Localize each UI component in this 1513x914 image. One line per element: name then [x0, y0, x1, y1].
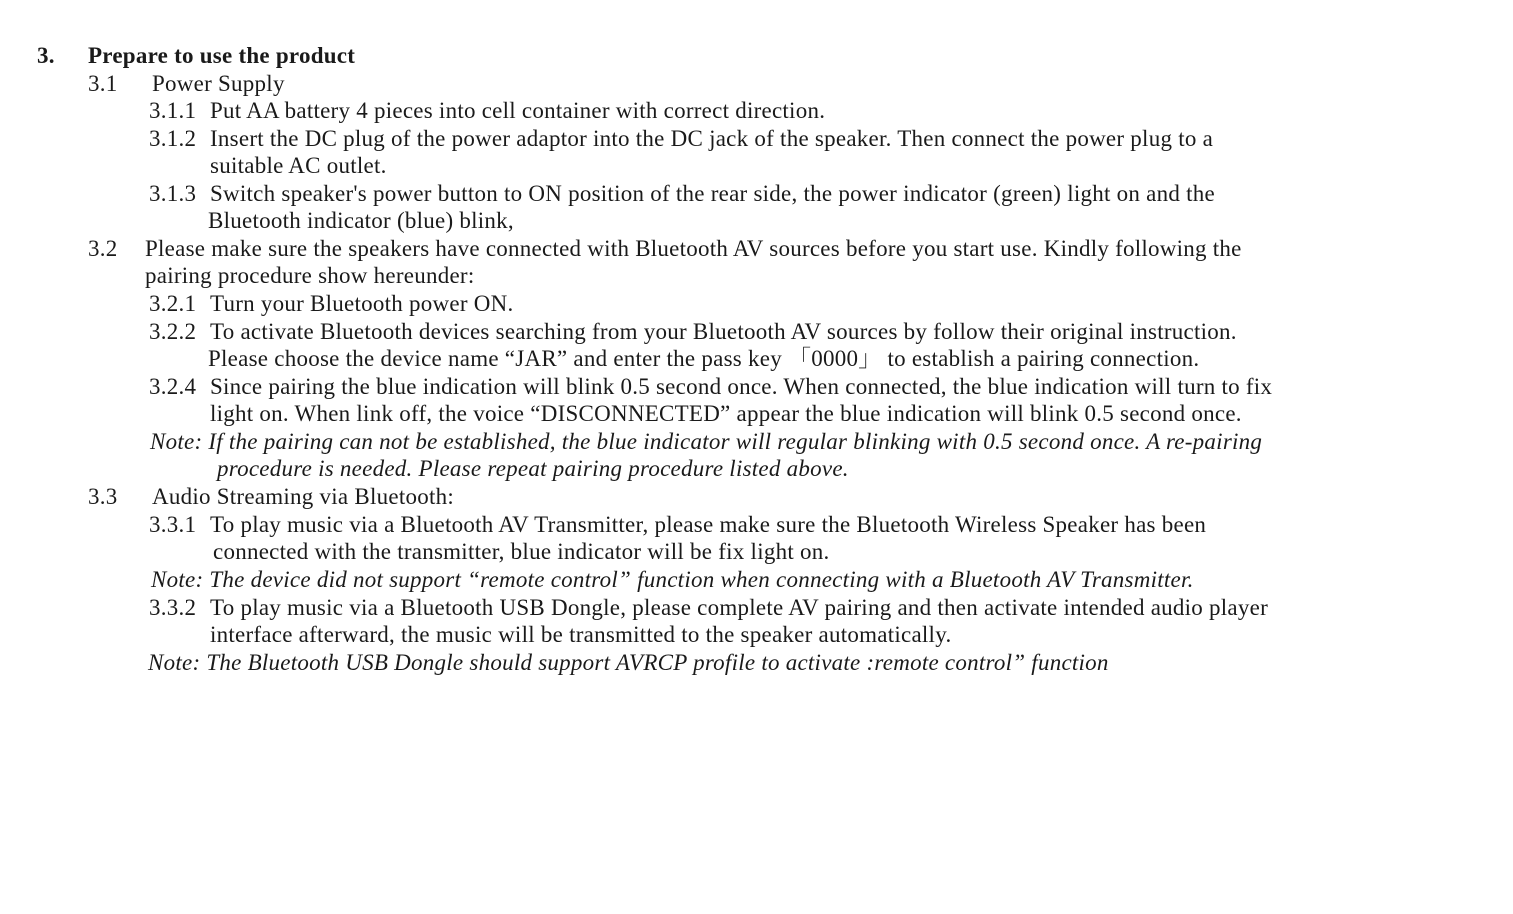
- note-usb-dongle: Note: The Bluetooth USB Dongle should support AVRCP profile to activate :remote control” function: [148, 650, 1109, 675]
- subsection-3-2-number: 3.2: [88, 236, 118, 261]
- subsection-3-2-line1: Please make sure the speakers have connected with Bluetooth AV sources before you start use. Kindly following the: [145, 236, 1242, 261]
- note-pairing-line1: Note: If the pairing can not be established, the blue indicator will regular blinking with 0.5 second once. A re-pairing: [150, 429, 1263, 454]
- item-3-3-1-line2: connected with the transmitter, blue indicator will be fix light on.: [213, 539, 830, 564]
- subsection-3-1-title: Power Supply: [152, 71, 285, 96]
- subsection-3-2-line2: pairing procedure show hereunder:: [145, 263, 475, 288]
- item-3-1-2-line1: Insert the DC plug of the power adaptor into the DC jack of the speaker. Then connect the power plug to a: [210, 126, 1214, 151]
- item-3-1-3-line2: Bluetooth indicator (blue) blink,: [208, 208, 514, 233]
- item-3-1-2-number: 3.1.2: [149, 126, 197, 151]
- item-3-3-1-line1: To play music via a Bluetooth AV Transmitter, please make sure the Bluetooth Wireless Speaker has been: [210, 512, 1207, 537]
- note-transmitter: Note: The device did not support “remote control” function when connecting with a Bluetooth AV Transmitter.: [151, 567, 1194, 592]
- subsection-3-3-title: Audio Streaming via Bluetooth:: [152, 484, 454, 509]
- item-3-2-4-line2: light on. When link off, the voice “DISCONNECTED” appear the blue indication will blink 0.5 second once.: [210, 401, 1242, 426]
- item-3-2-4-number: 3.2.4: [149, 374, 197, 399]
- item-3-1-1-text: Put AA battery 4 pieces into cell container with correct direction.: [210, 98, 826, 123]
- item-3-2-1-text: Turn your Bluetooth power ON.: [210, 291, 514, 316]
- item-3-3-2-line2: interface afterward, the music will be transmitted to the speaker automatically.: [210, 622, 952, 647]
- section-title: Prepare to use the product: [88, 43, 356, 68]
- subsection-3-3-number: 3.3: [88, 484, 118, 509]
- note-pairing-line2: procedure is needed. Please repeat pairing procedure listed above.: [217, 456, 849, 481]
- item-3-3-2-number: 3.3.2: [149, 595, 197, 620]
- subsection-3-1-number: 3.1: [88, 71, 118, 96]
- item-3-1-1-number: 3.1.1: [149, 98, 197, 123]
- item-3-2-1-number: 3.2.1: [149, 291, 197, 316]
- item-3-1-3-line1: Switch speaker's power button to ON position of the rear side, the power indicator (green) light on and the: [210, 181, 1215, 206]
- item-3-1-2-line2: suitable AC outlet.: [210, 153, 387, 178]
- section-number: 3.: [37, 43, 55, 68]
- item-3-2-2-number: 3.2.2: [149, 319, 197, 344]
- item-3-1-3-number: 3.1.3: [149, 181, 197, 206]
- item-3-2-4-line1: Since pairing the blue indication will blink 0.5 second once. When connected, the blue indication will turn to fix: [210, 374, 1273, 399]
- item-3-3-1-number: 3.3.1: [149, 512, 197, 537]
- item-3-3-2-line1: To play music via a Bluetooth USB Dongle, please complete AV pairing and then activate intended audio player: [210, 595, 1269, 620]
- item-3-2-2-line2: Please choose the device name “JAR” and enter the pass key 「0000」 to establish a pairing connection.: [208, 346, 1200, 371]
- item-3-2-2-line1: To activate Bluetooth devices searching from your Bluetooth AV sources by follow their original instruction.: [210, 319, 1237, 344]
